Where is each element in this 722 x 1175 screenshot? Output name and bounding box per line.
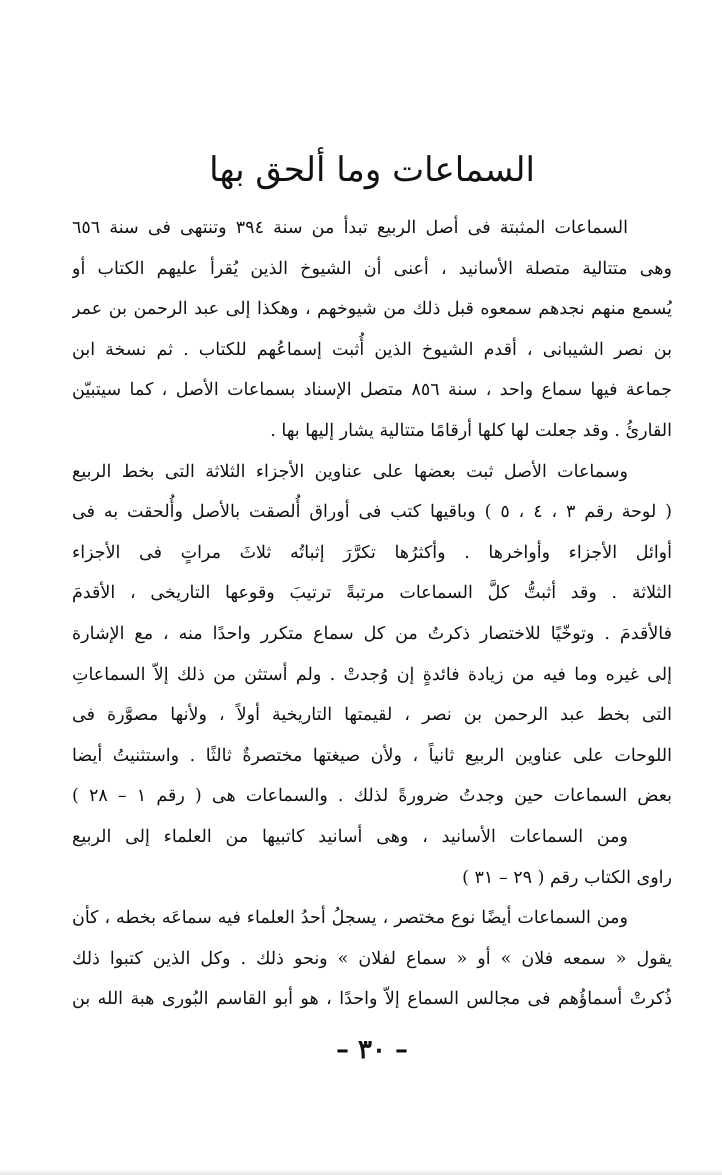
text-line: وسماعات الأصل ثبت بعضها على عناوين الأجزاء الثلاثة التى بخط الربيع [72,461,628,482]
page-bottom-shadow [0,1169,722,1175]
text-line: القارئُ . وقد جعلت لها كلها أرقامًا متتالية يشار إليها بها . [270,420,672,441]
text-line: بعض السماعات حين وجدتُ ضرورةً لذلك . والسماعات هى ( رقم ١ – ٢٨ ) [72,786,672,807]
text-line: ومن السماعات أيضًا نوع مختصر ، يسجلُ أحدُ العلماء فيه سماعَه بخطه ، كأن [72,908,628,929]
text-line: إلى غيره وما فيه من زيادة فائدةٍ إن وُجدتْ . ولم أستثن من ذلك إلاّ السماعاتِ [72,664,672,685]
text-line: ومن السماعات الأسانيد ، وهى أسانيد كاتبيها من العلماء إلى الربيع [72,826,628,847]
page-title: السماعات وما ألحق بها [209,150,535,190]
text-line: راوى الكتاب رقم ( ٢٩ – ٣١ ) [462,867,672,888]
text-line: وهى متتالية متصلة الأسانيد ، أعنى أن الشيوخ الذين يُقرأ عليهم الكتاب أو [72,258,672,279]
text-line: يُسمع منهم نجدهم سمعوه قبل ذلك من شيوخهم ، وهكذا إلى عبد الرحمن بن عمر [72,299,672,320]
text-line: فالأقدمَ . وتوخّيًا للاختصار ذكرتُ من كل سماع متكرر واحدًا منه ، مع الإشارة [72,623,672,644]
text-line: السماعات المثبتة فى أصل الربيع تبدأ من سنة ٣٩٤ وتنتهى فى سنة ٦٥٦ [72,218,628,238]
text-line: ( لوحة رقم ٣ ، ٤ ، ٥ ) وباقيها كتب فى أوراق أُلصقت بالأصل وأُلحقت به فى [72,502,672,523]
text-line: بن نصر الشيبانى ، أقدم الشيوخ الذين أُثبت إسماعُهم للكتاب . ثم نسخة ابن [72,339,672,360]
page-number: – ٣٠ – [335,1035,409,1065]
text-line: أوائل الأجزاء وأواخرها . وأكثرُها تكرَّرَ إثباتُه ثلاثَ مراتٍ فى الأجزاء [72,542,672,563]
text-line: الثلاثة . وقد أثبتُّ كلَّ السماعات مرتبةً ترتيبَ وقوعها التاريخى ، الأقدمَ [72,583,672,604]
body-text [72,208,672,1020]
text-line: ذُكرتْ أسماؤُهم فى مجالس السماع إلاّ واحدًا ، هو أبو القاسم البُورى هبة الله بن [72,989,672,1010]
text-line: يقول « سمعه فلان » أو « سماع لفلان » ونحو ذلك . وكل الذين كتبوا ذلك [72,948,672,969]
text-line: جماعة فيها سماع واحد ، سنة ٨٥٦ متصل الإسناد بسماعات الأصل ، كما سيتبيّن [72,380,672,401]
book-page [72,0,672,1175]
text-line: التى بخط عبد الرحمن بن نصر ، لقيمتها التاريخية أولاً ، ولأنها مصوَّرة فى [72,705,672,726]
text-line: اللوحات على عناوين الربيع ثانياً ، ولأن صيغتها مختصرةٌ ثالثًا . واستثنيتُ أيضا [72,745,672,766]
